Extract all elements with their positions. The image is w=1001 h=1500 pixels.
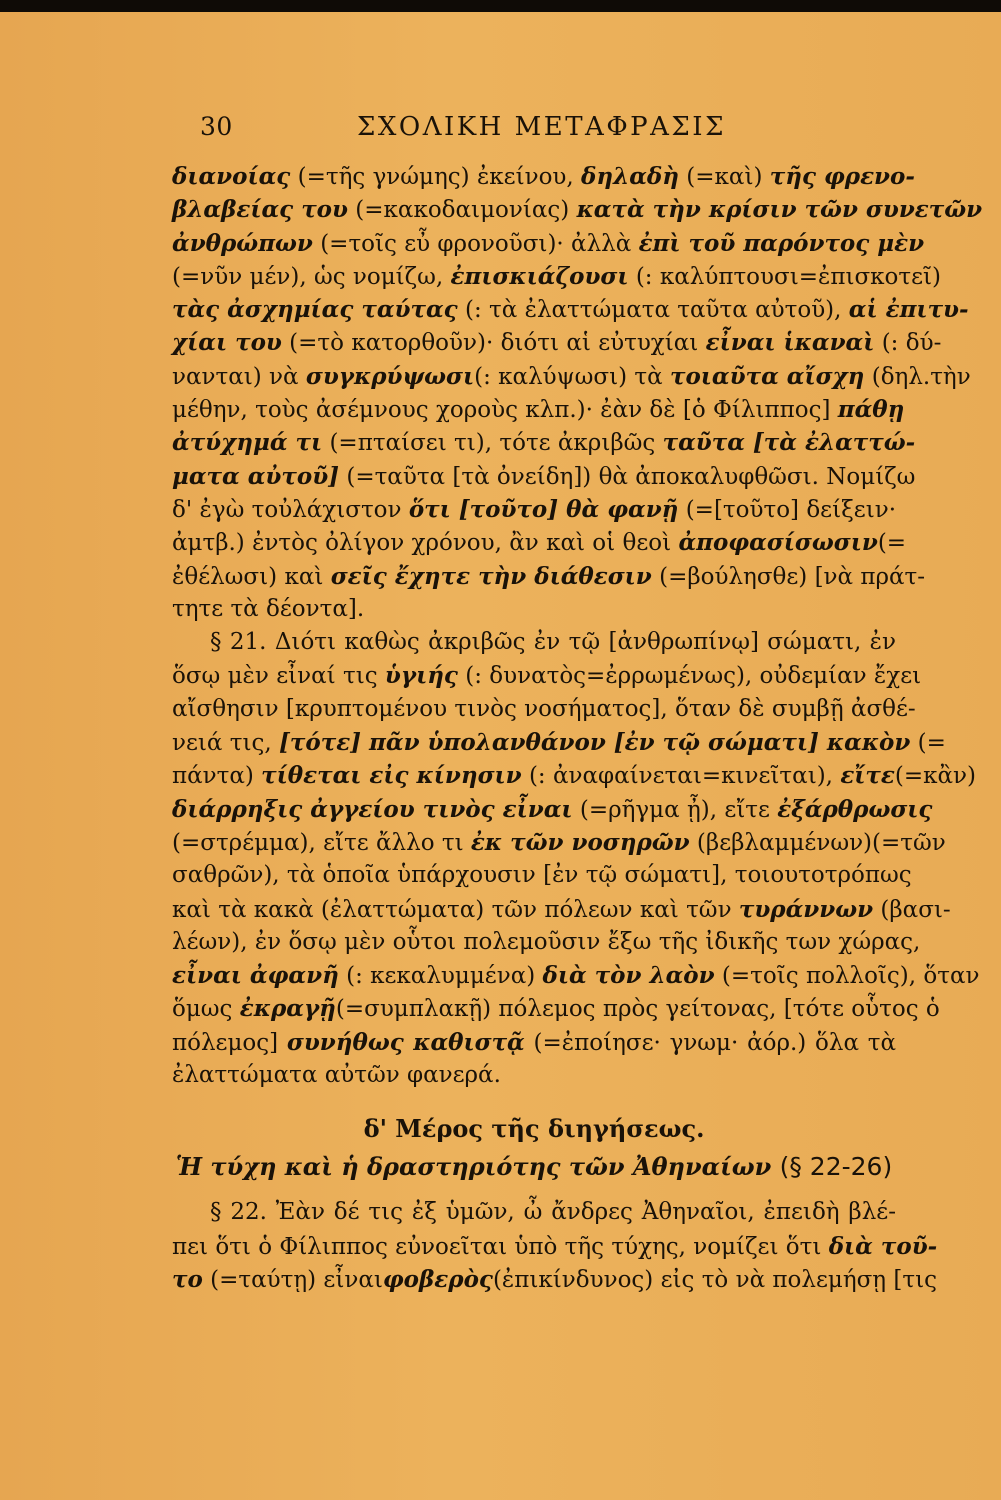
emphasized-term: δηλαδὴ xyxy=(581,163,679,190)
emphasized-term: κατὰ τὴν κρίσιν τῶν συνετῶν xyxy=(576,196,983,224)
text-line xyxy=(172,793,933,826)
text-run: πόλεμος] xyxy=(172,1029,287,1056)
emphasized-term: ὅτι [τοῦτο] θὰ φανῇ xyxy=(408,495,679,523)
text-line xyxy=(172,726,946,759)
text-run: (: κεκαλυμμένα) xyxy=(338,963,543,990)
text-line xyxy=(172,160,915,193)
emphasized-term: ἐξάρθρωσις xyxy=(777,795,933,823)
text-line xyxy=(172,659,922,692)
emphasized-term: ἀτύχημά τι xyxy=(172,429,323,457)
text-run: (δηλ.τὴν xyxy=(864,363,971,390)
emphasized-term: ἐκ τῶν νοσηρῶν xyxy=(470,828,690,856)
page-text xyxy=(172,160,983,1296)
text-line xyxy=(172,893,951,926)
emphasized-term: αἱ ἐπιτυ- xyxy=(848,296,969,324)
text-line xyxy=(172,326,942,359)
section-title: δ' Μέρος τῆς διηγήσεως. xyxy=(363,1114,705,1144)
emphasized-term: τίθεται εἰς κίνησιν xyxy=(261,762,522,790)
text-run: ὅμως xyxy=(172,996,240,1023)
text-line xyxy=(172,460,916,493)
emphasized-term: διανοίας xyxy=(172,163,291,190)
text-run: (=τῆς γνώμης) ἐκείνου, xyxy=(290,164,582,190)
text-run: καὶ τὰ κακὰ (ἐλαττώματα) τῶν πόλεων καὶ τῶν xyxy=(172,896,739,923)
text-run: (βασι- xyxy=(873,896,951,923)
text-line xyxy=(172,593,896,626)
text-run: (ἐπικίνδυνος) εἰς τὸ νὰ πολεμήσῃ [τις xyxy=(492,1266,937,1293)
emphasized-term: τυράννων xyxy=(738,895,874,923)
text-run: (=ἐποίησε· γνωμ· ἀόρ.) ὅλα τὰ xyxy=(524,1029,897,1056)
emphasized-term: χίαι του xyxy=(172,329,282,357)
text-run: (=νῦν μέν), ὡς νομίζω, xyxy=(172,263,451,290)
emphasized-term: ἀνθρώπων xyxy=(172,229,313,257)
text-line xyxy=(172,560,926,593)
text-run: (: καλύψωσι) τὰ xyxy=(474,363,670,390)
text-line xyxy=(172,260,942,293)
text-line xyxy=(172,393,905,426)
text-run: (= xyxy=(877,530,907,557)
running-title: ΣΧΟΛΙΚΗ ΜΕΤΑΦΡΑΣΙΣ xyxy=(357,112,726,142)
emphasized-term: το xyxy=(172,1265,203,1293)
emphasized-term: εἶναι ἀφανῆ xyxy=(172,962,339,990)
text-line xyxy=(172,926,921,959)
section-subtitle xyxy=(172,1150,896,1188)
text-run: ἐλαττώματα αὐτῶν φανερά. xyxy=(172,1062,501,1089)
text-run: πει ὅτι ὁ Φίλιππος εὐνοεῖται ὑπὸ τῆς τύχης, νομίζει ὅτι xyxy=(172,1233,829,1260)
text-line xyxy=(172,1059,896,1092)
emphasized-term: ἐπισκιάζουσι xyxy=(450,262,629,290)
text-line xyxy=(172,360,971,393)
text-run: § 21. Διότι καθὼς ἀκριβῶς ἐν τῷ [ἀνθρωπίνῳ] σώματι, ἐν xyxy=(210,629,896,656)
emphasized-term: τῆς φρενο- xyxy=(769,163,915,190)
text-run: (=[τοῦτο] δείξειν· xyxy=(678,496,897,523)
text-run: νανται) νὰ xyxy=(172,363,306,390)
emphasized-term: ἐκραγῇ xyxy=(239,995,336,1023)
text-line xyxy=(172,426,916,459)
emphasized-term: ὑγιής xyxy=(384,662,458,690)
emphasized-term: σεῖς ἔχητε τὴν διάθεσιν xyxy=(330,562,652,590)
text-line xyxy=(172,193,983,226)
text-run: (=στρέμμα), εἴτε ἄλλο τι xyxy=(172,829,471,856)
text-run: (=κακοδαιμονίας) xyxy=(347,197,577,224)
text-run: (: ἀναφαίνεται=κινεῖται), xyxy=(521,763,841,790)
paragraph-2 xyxy=(172,626,980,1092)
text-run: αἴσθησιν [κρυπτομένου τινὸς νοσήματος], ὅταν δὲ συμβῇ ἀσθέ- xyxy=(172,695,916,722)
text-run: (=τοῖς εὖ φρονοῦσι)· ἀλλὰ xyxy=(312,230,639,257)
text-run: δ' ἐγὼ τοὐλάχιστον xyxy=(172,496,409,523)
emphasized-term: ταῦτα [τὰ ἐλαττώ- xyxy=(662,429,916,457)
text-line xyxy=(172,526,907,559)
text-run: ὅσῳ μὲν εἶναί τις xyxy=(172,663,385,690)
text-line xyxy=(172,493,896,526)
emphasized-term: φοβερὸς xyxy=(382,1265,493,1293)
text-line xyxy=(172,1263,937,1296)
text-line xyxy=(172,626,896,659)
text-line xyxy=(172,293,969,326)
text-run: μέθην, τοὺς ἀσέμνους χοροὺς κλπ.)· ἐὰν δὲ [ὁ Φίλιππος] xyxy=(172,397,838,424)
text-run: (: καλύπτουσι=ἐπισκοτεῖ) xyxy=(628,263,942,290)
text-run: ἀμτβ.) ἐντὸς ὀλίγον χρόνου, ἂν καὶ οἱ θεοὶ xyxy=(172,530,679,557)
section-subtitle-range: (§ 22-26) xyxy=(779,1152,893,1182)
text-run: σαθρῶν), τὰ ὁποῖα ὑπάρχουσιν [ἐν τῷ σώματι], τοιουτοτρόπως xyxy=(172,862,912,889)
text-run: (: δύ- xyxy=(874,330,942,357)
text-run: (=ταύτῃ) εἶναι xyxy=(202,1266,383,1293)
emphasized-term: συνήθως καθιστᾷ xyxy=(286,1028,525,1056)
text-run: (=κἂν) xyxy=(894,763,976,790)
emphasized-term: εἴτε xyxy=(840,762,895,790)
text-line xyxy=(172,859,912,892)
text-run: (: δυνατὸς=ἐρρωμένως), οὐδεμίαν ἔχει xyxy=(457,663,922,690)
emphasized-term: βλαβείας του xyxy=(172,196,348,224)
emphasized-term: συγκρύψωσι xyxy=(305,362,475,390)
text-run: (=τὸ κατορθοῦν)· διότι αἱ εὐτυχίαι xyxy=(281,330,706,357)
text-run: (βεβλαμμένων)(=τῶν xyxy=(689,829,946,856)
text-line xyxy=(172,227,925,260)
text-run: τητε τὰ δέοντα]. xyxy=(172,595,365,622)
text-line xyxy=(172,992,940,1025)
emphasized-term: διάρρηξις ἀγγείου τινὸς εἶναι xyxy=(172,795,573,823)
text-run: (=συμπλακῇ) πόλεμος πρὸς γείτονας, [τότε οὗτος ὁ xyxy=(335,996,940,1023)
text-run: ἐθέλωσι) καὶ xyxy=(172,563,331,590)
emphasized-term: διὰ τὸν λαὸν xyxy=(542,962,715,990)
text-line xyxy=(172,959,980,992)
text-run: (=καὶ) xyxy=(678,164,770,190)
text-line xyxy=(172,826,946,859)
emphasized-term: πάθῃ xyxy=(837,396,905,424)
text-run: (=τοῖς πολλοῖς), ὅταν xyxy=(714,963,980,990)
page-header xyxy=(0,112,1001,152)
section-subtitle-text: Ἡ τύχη καὶ ἡ δραστηριότης τῶν Ἀθηναίων xyxy=(175,1152,772,1182)
paragraph-3 xyxy=(172,1196,938,1296)
text-line xyxy=(172,759,976,792)
text-run: (: τὰ ἐλαττώματα ταῦτα αὐτοῦ), xyxy=(457,297,849,324)
text-line xyxy=(172,1196,896,1229)
emphasized-term: τοιαῦτα αἴσχη xyxy=(669,362,865,390)
text-run: (=βούλησθε) [νὰ πράτ- xyxy=(651,563,926,590)
scan-top-border xyxy=(0,0,1001,12)
text-run: λέων), ἐν ὅσῳ μὲν οὗτοι πολεμοῦσιν ἔξω τῆς ἰδικῆς των χώρας, xyxy=(172,928,921,955)
emphasized-term: εἶναι ἱκαναὶ xyxy=(705,329,875,357)
paragraph-1 xyxy=(172,160,983,626)
text-run: (=ρῆγμα ᾖ), εἴτε xyxy=(572,796,778,823)
emphasized-term: [τότε] πᾶν ὑπολανθάνον [ἐν τῷ σώματι] κακὸν xyxy=(279,729,911,757)
text-run: (=πταίσει τι), τότε ἀκριβῶς xyxy=(322,430,663,457)
text-run: νειά τις, xyxy=(172,730,280,757)
text-run: (= xyxy=(910,730,946,757)
emphasized-term: τὰς ἀσχημίας ταύτας xyxy=(172,296,458,324)
emphasized-term: διὰ τοῦ- xyxy=(828,1232,938,1260)
text-line xyxy=(172,1230,938,1263)
text-run: (=ταῦτα [τὰ ὀνείδη]) θὰ ἀποκαλυφθῶσι. Νομίζω xyxy=(339,463,916,490)
emphasized-term: ματα αὐτοῦ] xyxy=(172,462,340,490)
emphasized-term: ἀποφασίσωσιν xyxy=(678,529,878,557)
page-number: 30 xyxy=(200,112,233,141)
text-line xyxy=(172,693,916,726)
text-run: § 22. Ἐὰν δέ τις ἐξ ὑμῶν, ὦ ἄνδρες Ἀθηναῖοι, ἐπειδὴ βλέ- xyxy=(210,1199,896,1226)
text-run: πάντα) xyxy=(172,763,262,790)
emphasized-term: ἐπὶ τοῦ παρόντος μὲν xyxy=(638,229,925,257)
text-line xyxy=(172,1026,896,1059)
